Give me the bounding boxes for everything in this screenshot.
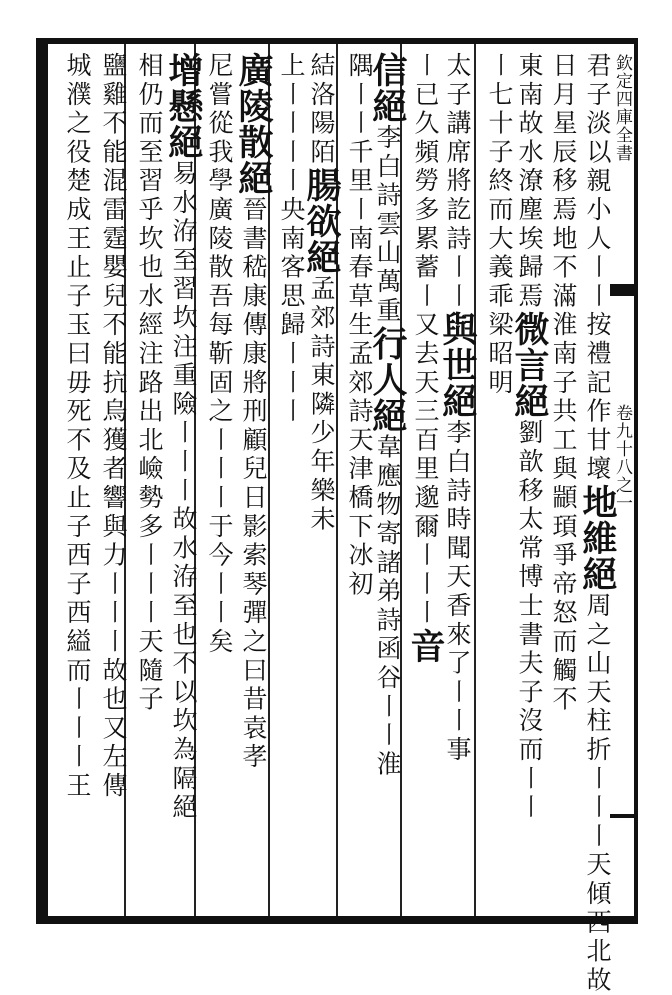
border-right [634, 38, 638, 924]
border-left [36, 38, 48, 924]
column-text-run: 日月星辰移焉地不滿淮南子共工與顓頊爭帝怒而觸不 [549, 52, 578, 715]
column-text-run: 東南故水潦塵埃歸焉 [515, 52, 544, 312]
headword: 微言絕 [509, 311, 550, 420]
column-text-run: 李白詩雲山萬重 [373, 124, 402, 326]
text-column [56, 52, 96, 912]
headword: 廣陵散絕 [233, 52, 274, 196]
column-text-run: 〡七十子終而大義乖梁昭明 [485, 52, 514, 398]
text-column [542, 52, 582, 912]
column-text-run: 周之山天柱折〡〡〡天傾西北故 [583, 592, 612, 995]
text-column [270, 52, 310, 912]
text-column [198, 52, 238, 912]
column-text-run: 君子淡以親小人〡〡按禮記作甘壞 [583, 52, 612, 484]
column-text-run: 〡已久頻勞多累蓄〡又去天三百里邈爾〡〡〡 [411, 52, 440, 628]
column-text-run: 晉書嵇康傳康將刑顧兒日影索琴彈之曰昔袁孝 [239, 196, 268, 772]
text-column [232, 52, 272, 912]
book-title: 欽定四庫全書 [612, 54, 632, 162]
column-text-run: 相仍而至習乎坎也水經注路出北嶮勢多〡〡〡天隨子 [135, 52, 164, 715]
text-column [478, 52, 518, 912]
text-column [404, 52, 444, 912]
column-text-run: 太子講席將訖詩〡〡 [443, 52, 472, 312]
column-text-run: 李白詩時聞天香來了〡〡事 [443, 419, 472, 765]
column-text-run: 隅〡〡千里〡南春草生孟郊詩天津橋下冰初 [345, 52, 374, 600]
border-top [38, 38, 638, 44]
column-text-run: 鹽雞不能混雷霆嬰兒不能抗烏獲者響與力〡〡〡故也又左傳 [99, 52, 128, 801]
headword: 腸欲絕 [301, 167, 342, 276]
text-column [92, 52, 132, 912]
column-text-run: 孟郊詩東隣少年樂未 [307, 275, 336, 535]
column-text-run: 尼嘗從我學廣陵散吾每靳固之〡〡〡于今〡〡矣 [205, 52, 234, 657]
headword: 增懸絕 [163, 52, 204, 160]
headword: 音 [405, 628, 446, 664]
text-column [576, 52, 618, 995]
text-column [162, 52, 202, 912]
column-text-run: 結洛陽陌 [307, 52, 336, 168]
text-column [128, 52, 168, 912]
border-bottom [38, 916, 638, 924]
column-text-run: 劉歆移太常博士書夫子沒而〡〡 [515, 419, 544, 823]
headword: 地維絕 [577, 484, 618, 592]
column-text-run: 上〡〡〡〡央南客思歸〡〡〡 [277, 52, 306, 427]
volume-label: 卷九十八之一 [612, 404, 632, 512]
headword: 與世絕 [437, 311, 478, 420]
headword: 行人絕 [367, 325, 408, 434]
text-column [338, 52, 378, 912]
column-text-run: 韋應物寄諸弟詩函谷〡〡淮 [373, 433, 402, 780]
headword: 信絕 [367, 52, 408, 124]
column-text-run: 城濮之役楚成王止子玉曰毋死不及止子西子西縊而〡〡〡王 [63, 52, 92, 801]
column-text-run: 易水洊至習坎注重險〡〡〡故水洊至也不以坎為隔絕 [169, 160, 198, 823]
